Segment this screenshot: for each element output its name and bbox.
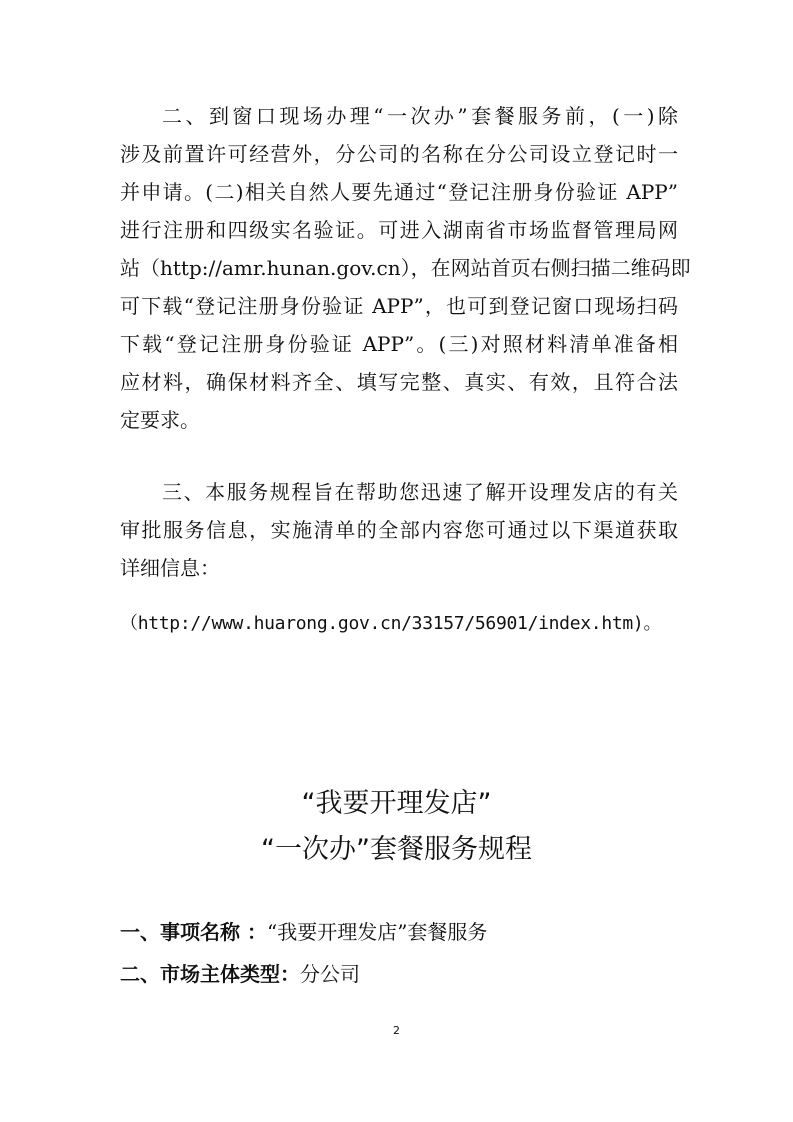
- paragraph-three-line-2: 审批服务信息，实施清单的全部内容您可通过以下渠道获取: [120, 518, 678, 542]
- field-item-name: [120, 918, 487, 946]
- paragraph-two-line-1: 二、到窗口现场办理“一次办”套餐服务前，(一)除: [162, 104, 678, 128]
- paragraph-two-line-6: 可下载“登记注册身份验证 APP”，也可到登记窗口现场扫码: [120, 294, 678, 318]
- paragraph-three-line-1: 三、本服务规程旨在帮助您迅速了解开设理发店的有关: [162, 480, 678, 504]
- field-entity-type-label: 二、市场主体类型：: [120, 962, 300, 986]
- paragraph-two-line-4: 进行注册和四级实名验证。可进入湖南省市场监督管理局网: [120, 218, 678, 242]
- field-item-name-label: 一、事项名称 ：: [120, 920, 267, 944]
- paragraph-two-line-7: 下载“登记注册身份验证 APP”。(三)对照材料清单准备相: [120, 332, 678, 356]
- paragraph-three-url: （http://www.huarong.gov.cn/33157/56901/index.htm)。: [120, 613, 662, 634]
- paragraph-two-line-2: 涉及前置许可经营外，分公司的名称在分公司设立登记时一: [120, 142, 678, 166]
- field-item-name-value: “我要开理发店”套餐服务: [266, 920, 488, 944]
- paragraph-two-line-9: 定要求。: [120, 408, 200, 432]
- paragraph-three-line-3: 详细信息：: [120, 556, 220, 580]
- page-number: 2: [393, 1024, 400, 1037]
- field-entity-type-value: 分公司: [300, 962, 360, 986]
- paragraph-two-line-3: 并申请。(二)相关自然人要先通过“登记注册身份验证 APP”: [120, 180, 678, 204]
- document-title-line-1: “我要开理发店”: [301, 788, 492, 819]
- paragraph-two-line-8: 应材料，确保材料齐全、填写完整、真实、有效，且符合法: [120, 370, 678, 394]
- document-title-line-2: “一次办”套餐服务规程: [261, 834, 532, 865]
- paragraph-two-line-5: 站（http://amr.hunan.gov.cn），在网站首页右侧扫描二维码即: [120, 256, 691, 280]
- field-entity-type: [120, 960, 360, 988]
